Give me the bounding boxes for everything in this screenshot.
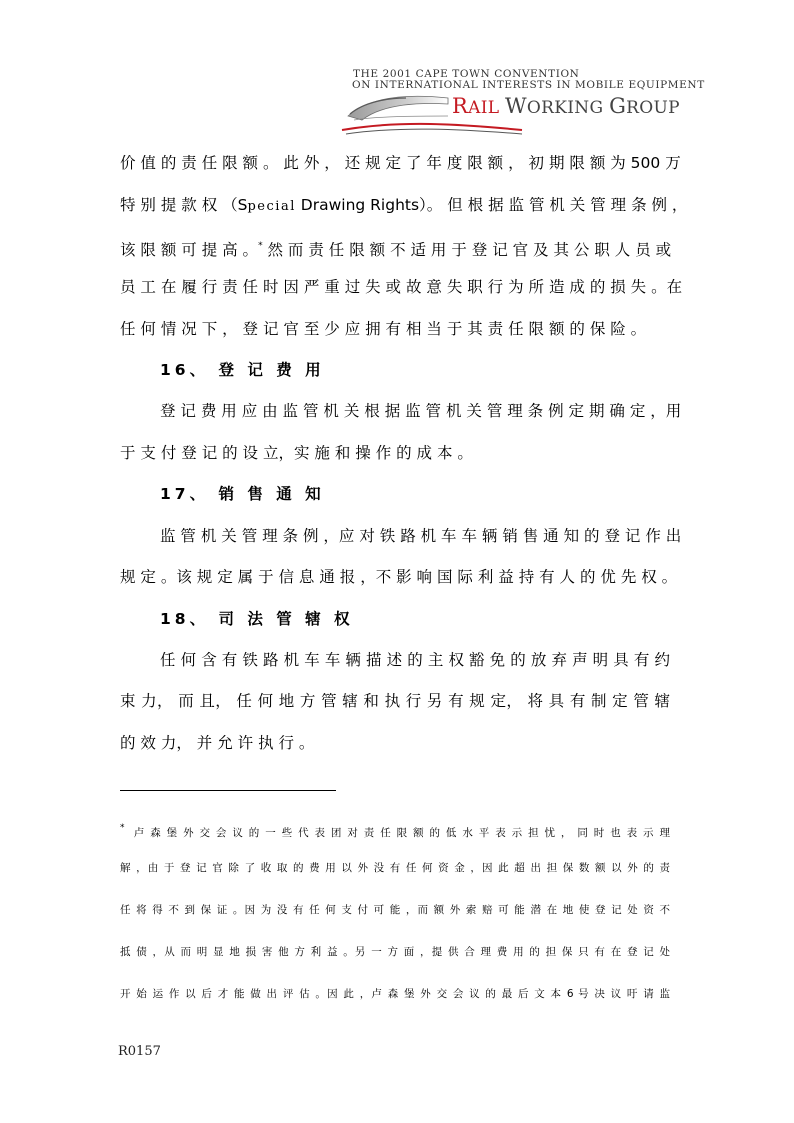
footnote-separator xyxy=(120,790,336,791)
document-code: R0157 xyxy=(118,1044,161,1059)
footnote-mark: * xyxy=(120,823,125,833)
logo-group-initial: G xyxy=(609,94,627,118)
paragraph-line: 监 管 机 关 管 理 条 例 ，应 对 铁 路 机 车 车 辆 销 售 通 知 的 登 记 作 出 xyxy=(160,527,682,545)
paragraph-line: 任 何 含 有 铁 路 机 车 车 辆 描 述 的 主 权 豁 免 的 放 弃 声 明 具 有 约 xyxy=(160,651,670,669)
paragraph-line: 任 何 情 况 下 ， 登 记 官 至 少 应 拥 有 相 当 于 其 责 任 限 额 的 保 险 。 xyxy=(120,320,647,338)
footnote-reference-mark: * xyxy=(258,241,263,251)
section-heading-18: 18、 司 法 管 辖 权 xyxy=(160,610,354,628)
logo-group-name xyxy=(452,94,680,118)
paragraph-line: 登 记 费 用 应 由 监 管 机 关 根 据 监 管 机 关 管 理 条 例 定 期 确 定 ，用 xyxy=(160,402,682,420)
paragraph-line xyxy=(120,236,670,260)
logo-rail-rest: AIL xyxy=(468,98,500,118)
logo-convention-line1: THE 2001 CAPE TOWN CONVENTION xyxy=(353,68,580,80)
text-run: 卢 森 堡 外 交 会 议 的 一 些 代 表 团 对 责 任 限 额 的 低 水 平 表 示 担 忧 ， 同 时 也 表 示 理 xyxy=(132,827,670,839)
paragraph-line: 束 力， 而 且， 任 何 地 方 管 辖 和 执 行 另 有 规 定， 将 具 有 制 定 管 辖 xyxy=(120,692,670,710)
footnote-line: 开 始 运 作 以 后 才 能 做 出 评 估 。因 此 ，卢 森 堡 外 交 会 议 的 最 后 文 本 6 号 决 议 吁 请 监 xyxy=(120,988,670,1000)
section-heading-17: 17、 销 售 通 知 xyxy=(160,485,325,503)
text-run: 然 而 责 任 限 额 不 适 用 于 登 记 官 及 其 公 职 人 员 或 xyxy=(262,241,672,259)
paragraph-line: 的 效 力， 并 允 许 执 行 。 xyxy=(120,734,315,752)
logo-working-initial: W xyxy=(505,94,527,118)
footnote-line: 抵 债 ，从 而 明 显 地 损 害 他 方 利 益 。另 一 方 面 ，提 供 合 理 费 用 的 担 保 只 有 在 登 记 处 xyxy=(120,946,670,958)
footnote-line: 任 将 得 不 到 保 证 。因 为 没 有 任 何 支 付 可 能 ，而 额 外 索 赔 可 能 潜 在 地 使 登 记 处 资 不 xyxy=(120,904,670,916)
footnote-line: 解 ，由 于 登 记 官 除 了 收 取 的 费 用 以 外 没 有 任 何 资 金 ，因 此 超 出 担 保 数 额 以 外 的 责 xyxy=(120,862,670,874)
logo-convention-line2: ON INTERNATIONAL INTERESTS IN MOBILE EQUIPMENT xyxy=(352,79,705,91)
logo-rail-initial: R xyxy=(452,94,469,118)
logo-group-rest: ROUP xyxy=(626,98,680,118)
text-run: 特 别 提 款 权 （S xyxy=(120,196,248,214)
paragraph-line: 规 定 。该 规 定 属 于 信 息 通 报 ，不 影 响 国 际 利 益 持 有 人 的 优 先 权 。 xyxy=(120,568,678,586)
footnote-line xyxy=(120,821,670,840)
text-run: 该 限 额 可 提 高 。 xyxy=(120,241,259,259)
section-heading-16: 16、 登 记 费 用 xyxy=(160,361,325,379)
logo-working-rest: ORKING xyxy=(526,98,604,118)
text-run-special: pecial xyxy=(247,199,296,214)
rail-working-group-logo xyxy=(340,66,705,138)
text-run: Drawing Rights）。 但 根 据 监 管 机 关 管 理 条 例 ， xyxy=(295,196,688,214)
paragraph-line xyxy=(120,195,688,217)
paragraph-line: 价 值 的 责 任 限 额 。 此 外 ， 还 规 定 了 年 度 限 额 ， 初 期 限 额 为 500 万 xyxy=(120,154,681,172)
paragraph-line: 于 支 付 登 记 的 设 立，实 施 和 操 作 的 成 本 。 xyxy=(120,444,473,462)
paragraph-line: 员 工 在 履 行 责 任 时 因 严 重 过 失 或 故 意 失 职 行 为 所 造 成 的 损 失 。在 xyxy=(120,278,683,296)
